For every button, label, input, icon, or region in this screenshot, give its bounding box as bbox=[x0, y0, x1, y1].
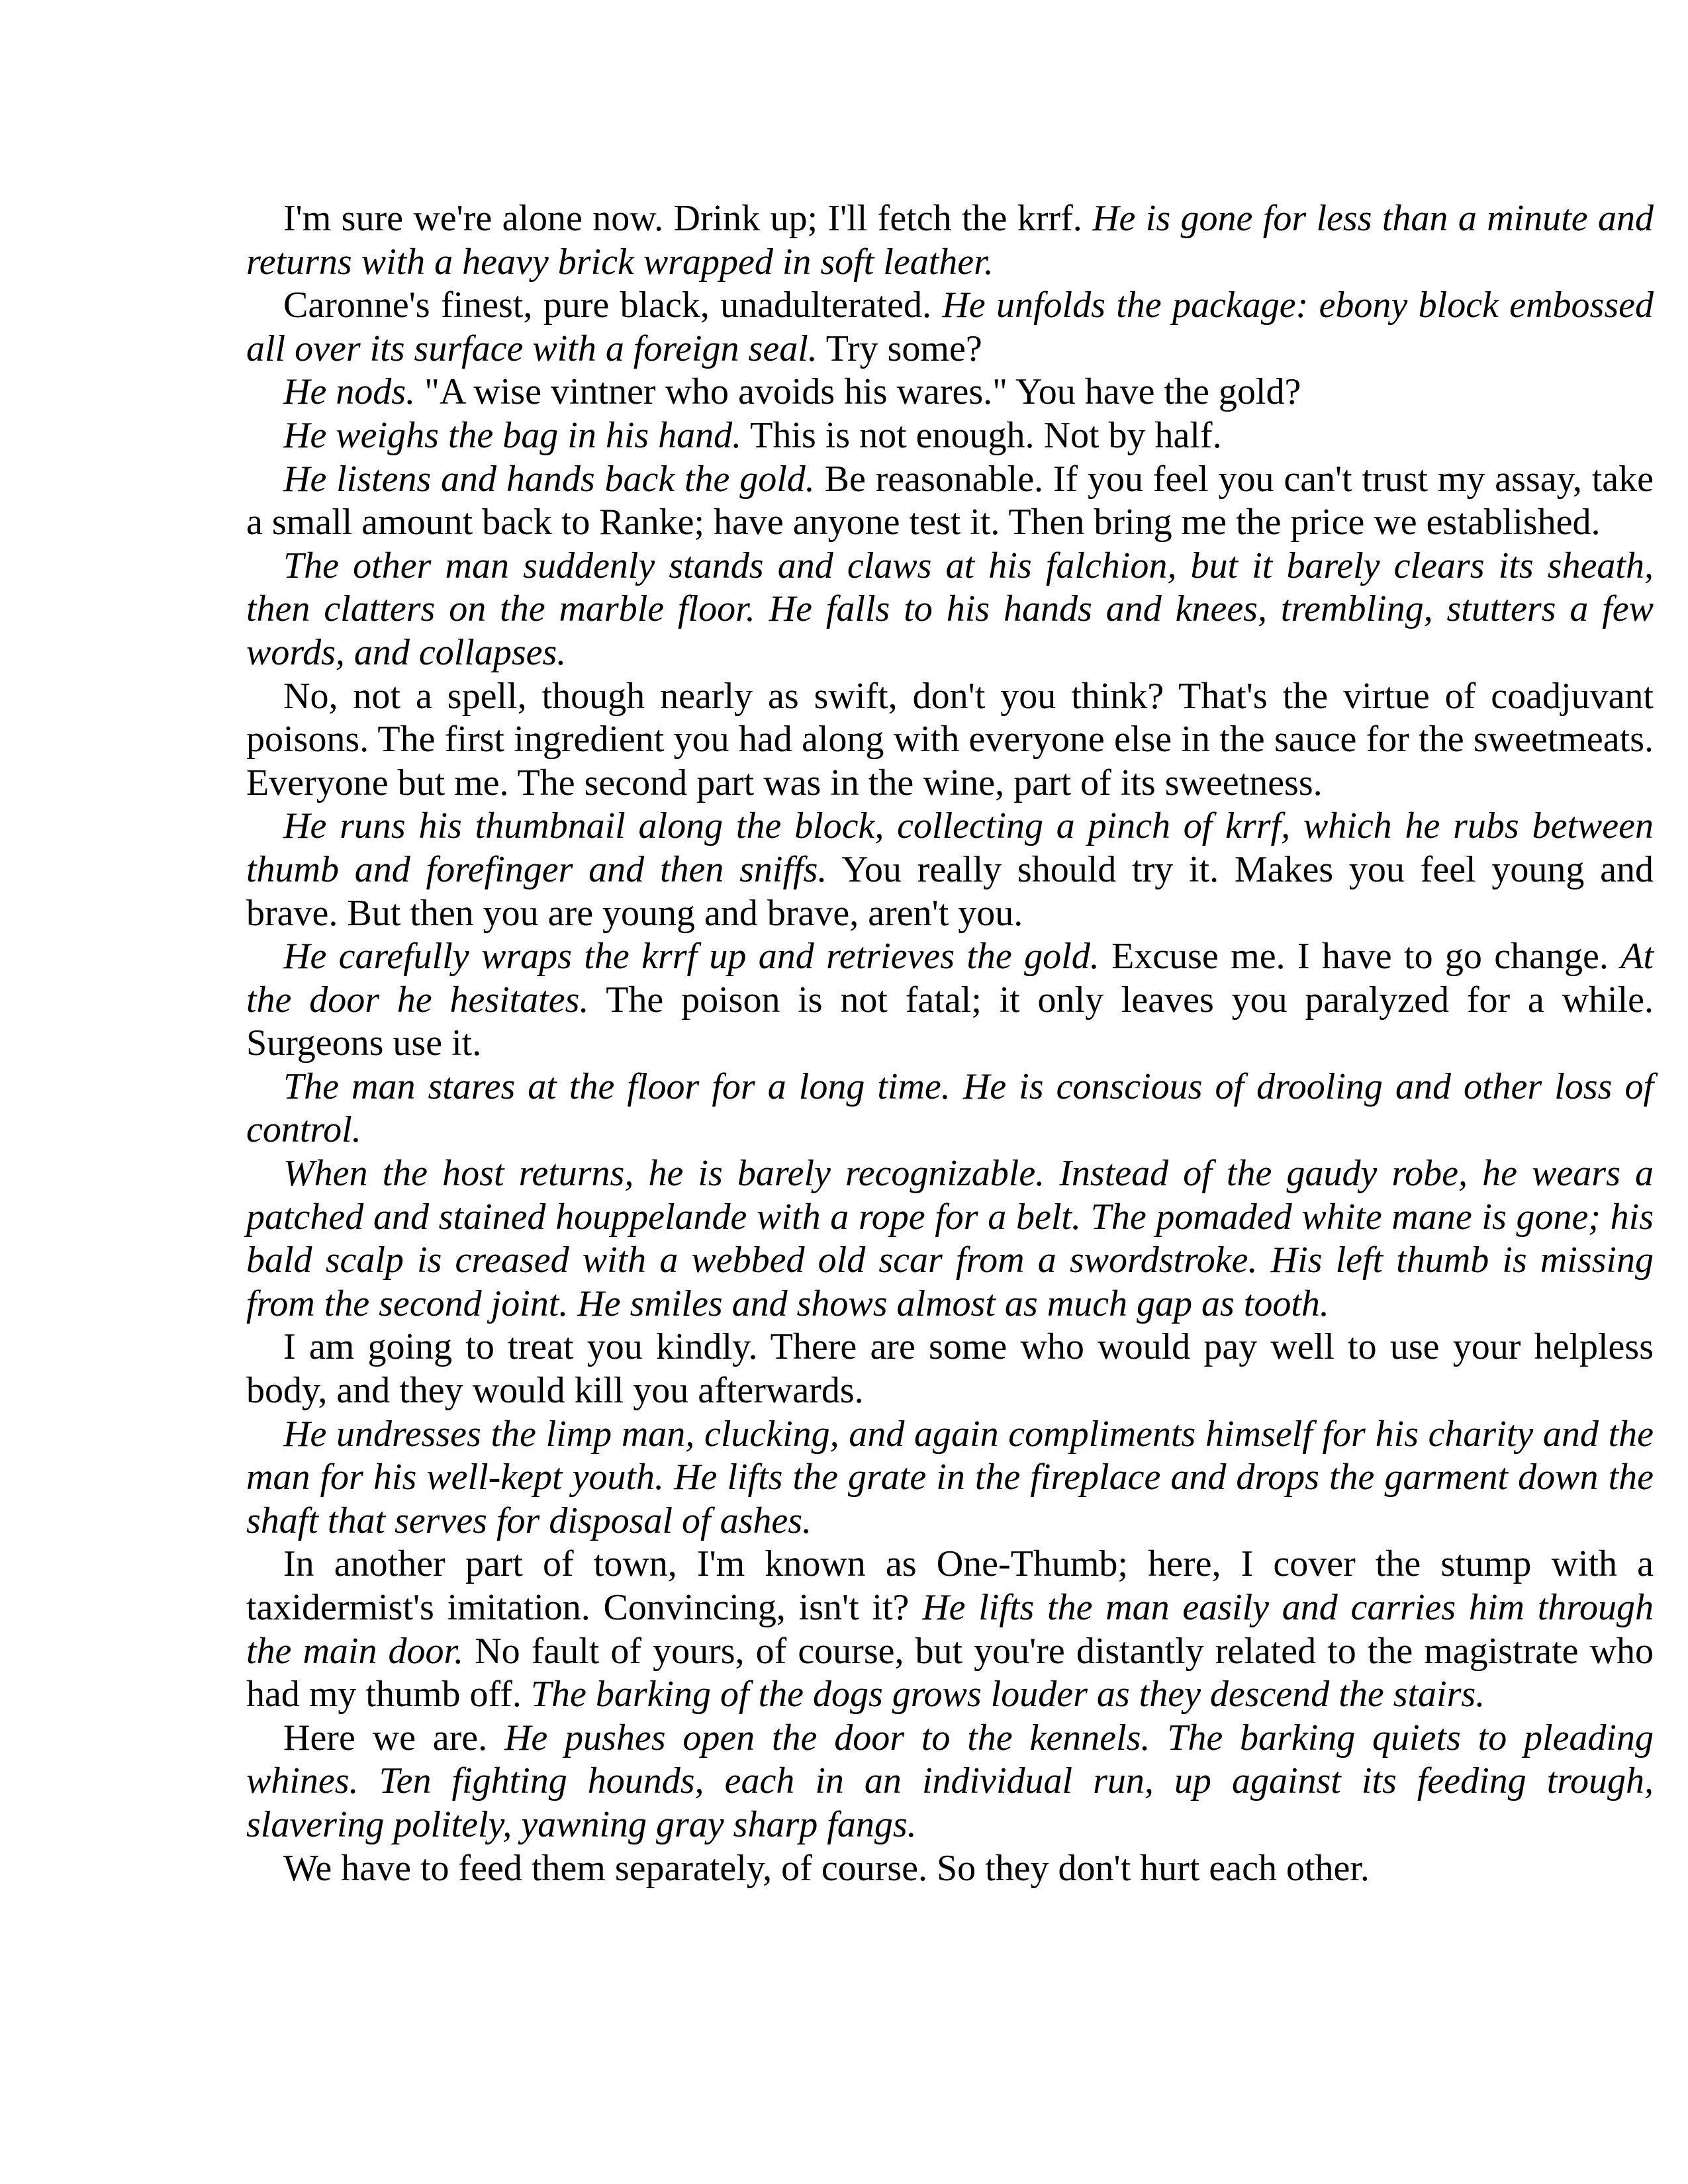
stage-direction: He runs his thumbnail along the block, collecting a pinch of krrf, which he rubs between thumb and forefinger and then sniffs. bbox=[246, 805, 1654, 890]
stage-direction: He carefully wraps the krrf up and retrieves the gold. bbox=[283, 936, 1100, 978]
stage-direction: At the door he hesitates. bbox=[246, 936, 1654, 1021]
stage-direction: He pushes open the door to the kennels. The barking quiets to pleading whines. Ten fighting hounds, each in an individual run, up against its feeding trough, slavering politely, yawning gray sharp fangs. bbox=[246, 1717, 1654, 1845]
dialogue: Here we are. bbox=[283, 1717, 504, 1758]
paragraph bbox=[246, 1326, 1654, 1412]
paragraph bbox=[246, 1543, 1654, 1716]
dialogue: We have to feed them separately, of course. So they don't hurt each other. bbox=[283, 1847, 1370, 1889]
dialogue: This is not enough. Not by half. bbox=[741, 414, 1222, 456]
dialogue: No fault of yours, of course, but you're distantly related to the magistrate who had my thumb off. bbox=[246, 1630, 1654, 1715]
dialogue: Caronne's finest, pure black, unadulterated. bbox=[283, 285, 943, 326]
dialogue: Excuse me. I have to go change. bbox=[1099, 936, 1621, 978]
stage-direction: He lifts the man easily and carries him through the main door. bbox=[246, 1587, 1654, 1672]
paragraph bbox=[246, 371, 1654, 414]
stage-direction: He is gone for less than a minute and returns with a heavy brick wrapped in soft leather. bbox=[246, 198, 1654, 283]
paragraph bbox=[246, 675, 1654, 805]
paragraph bbox=[246, 197, 1654, 284]
dialogue: No, not a spell, though nearly as swift, don't you think? That's the virtue of coadjuvant poisons. The first ingredient you had along with everyone else in the sauce for the sweetmeats. Everyone but me. The second part was in the wine, part of its sweetness. bbox=[246, 675, 1654, 803]
stage-direction: He nods. bbox=[283, 371, 416, 413]
paragraph bbox=[246, 414, 1654, 458]
paragraph bbox=[246, 1152, 1654, 1326]
paragraph bbox=[246, 805, 1654, 935]
document-body bbox=[246, 197, 1654, 1890]
stage-direction: He unfolds the package: ebony block embossed all over its surface with a foreign seal. bbox=[246, 285, 1654, 369]
stage-direction: The man stares at the floor for a long time. He is conscious of drooling and other loss of control. bbox=[246, 1066, 1654, 1151]
dialogue: The poison is not fatal; it only leaves you paralyzed for a while. Surgeons use it. bbox=[246, 979, 1654, 1064]
dialogue: Try some? bbox=[817, 328, 982, 369]
dialogue: Be reasonable. If you feel you can't trust my assay, take a small amount back to Ranke; have anyone test it. Then bring me the price we established. bbox=[246, 458, 1654, 543]
dialogue: I'm sure we're alone now. Drink up; I'll fetch the krrf. bbox=[283, 198, 1093, 239]
paragraph bbox=[246, 1413, 1654, 1543]
dialogue: "A wise vintner who avoids his wares." You have the gold? bbox=[415, 371, 1301, 413]
paragraph bbox=[246, 1066, 1654, 1152]
paragraph bbox=[246, 458, 1654, 545]
dialogue: In another part of town, I'm known as One-Thumb; here, I cover the stump with a taxidermist's imitation. Convincing, isn't it? bbox=[246, 1543, 1654, 1628]
paragraph bbox=[246, 1847, 1654, 1891]
stage-direction: He undresses the limp man, clucking, and again compliments himself for his charity and the man for his well-kept youth. He lifts the grate in the fireplace and drops the garment down the shaft that serves for disposal of ashes. bbox=[246, 1413, 1654, 1541]
paragraph bbox=[246, 935, 1654, 1066]
dialogue: You really should try it. Makes you feel young and brave. But then you are young and brave, aren't you. bbox=[246, 848, 1654, 934]
paragraph bbox=[246, 284, 1654, 371]
stage-direction: The other man suddenly stands and claws at his falchion, but it barely clears its sheath, then clatters on the marble floor. He falls to his hands and knees, trembling, stutters a few words, and collapses. bbox=[246, 545, 1654, 673]
dialogue: I am going to treat you kindly. There are some who would pay well to use your helpless body, and they would kill you afterwards. bbox=[246, 1326, 1654, 1412]
paragraph bbox=[246, 545, 1654, 675]
paragraph bbox=[246, 1717, 1654, 1847]
stage-direction: The barking of the dogs grows louder as they descend the stairs. bbox=[530, 1674, 1485, 1715]
stage-direction: He listens and hands back the gold. bbox=[283, 458, 815, 500]
stage-direction: When the host returns, he is barely recognizable. Instead of the gaudy robe, he wears a patched and stained houppelande with a rope for a belt. The pomaded white mane is gone; his bald scalp is creased with a webbed old scar from a swordstroke. His left thumb is missing from the second joint. He smiles and shows almost as much gap as tooth. bbox=[246, 1153, 1654, 1324]
stage-direction: He weighs the bag in his hand. bbox=[283, 414, 742, 456]
